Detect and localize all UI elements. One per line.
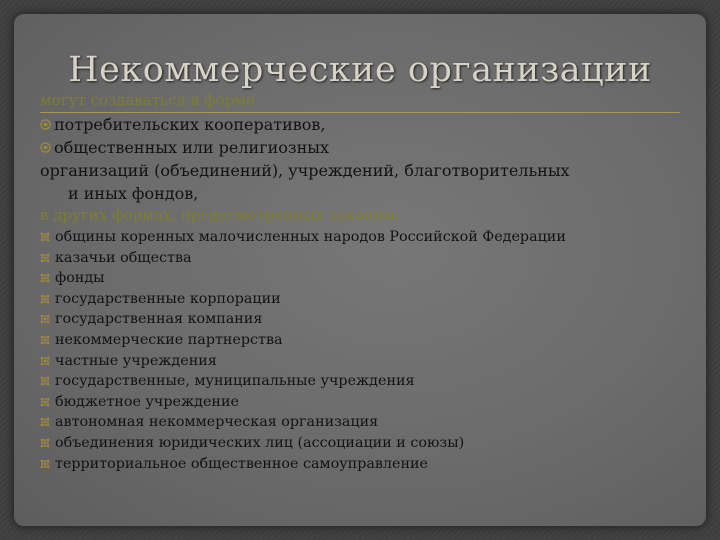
list-item-text: общественных или религиозных — [54, 138, 330, 157]
list-item — [40, 351, 692, 372]
other-forms-list — [40, 227, 692, 474]
section-heading-forms: могут создаваться в форме — [40, 91, 255, 109]
list-item — [40, 330, 692, 351]
flourish-icon — [40, 294, 50, 304]
list-item-text: общины коренных малочисленных народов Российской Федерации — [55, 229, 566, 245]
list-item — [40, 454, 692, 475]
flourish-icon — [40, 376, 50, 386]
continuation-line: организаций (объединений), учреждений, благотворительных — [40, 161, 570, 180]
list-item — [40, 289, 692, 310]
list-item-text: государственные корпорации — [55, 290, 281, 307]
slide-panel — [14, 14, 706, 526]
flourish-icon — [40, 397, 50, 407]
list-item — [40, 248, 692, 269]
list-item — [40, 227, 692, 248]
list-item-text: государственная компания — [55, 311, 263, 328]
flourish-icon — [40, 459, 50, 469]
flourish-icon — [40, 438, 50, 448]
flourish-icon — [40, 417, 50, 427]
circle-target-icon — [40, 119, 51, 130]
list-item-text: автономная некоммерческая организация — [55, 414, 379, 431]
list-item-text: казачьи общества — [55, 249, 192, 266]
list-item-text: территориальное общественное самоуправление — [55, 455, 428, 472]
slide-content — [40, 90, 692, 474]
list-item-text: государственные, муниципальные учреждения — [55, 373, 415, 390]
list-item — [40, 113, 692, 136]
flourish-icon — [40, 273, 50, 283]
list-item-text: бюджетное учреждение — [55, 393, 239, 410]
list-item — [40, 412, 692, 433]
flourish-icon — [40, 356, 50, 366]
list-item — [40, 268, 692, 289]
slide-title: Некоммерческие организации — [68, 50, 652, 90]
list-item — [40, 309, 692, 330]
list-item — [40, 136, 692, 159]
continuation-line: и иных фондов, — [68, 184, 199, 203]
list-item-text: объединения юридических лиц (ассоциации и союзы) — [55, 434, 465, 451]
list-item — [40, 392, 692, 413]
flourish-icon — [40, 232, 50, 242]
flourish-icon — [40, 314, 50, 324]
list-item-text: фонды — [55, 270, 105, 287]
list-item-text: частные учреждения — [55, 352, 217, 369]
circle-target-icon — [40, 142, 51, 153]
list-item-text: потребительских кооперативов, — [54, 115, 326, 134]
list-item — [40, 433, 692, 454]
flourish-icon — [40, 253, 50, 263]
forms-list — [40, 113, 692, 159]
list-item — [40, 371, 692, 392]
list-item-text: некоммерческие партнерства — [55, 331, 283, 348]
flourish-icon — [40, 335, 50, 345]
section-heading-other-forms: в других формах, предусмотренных законом: — [40, 206, 400, 224]
